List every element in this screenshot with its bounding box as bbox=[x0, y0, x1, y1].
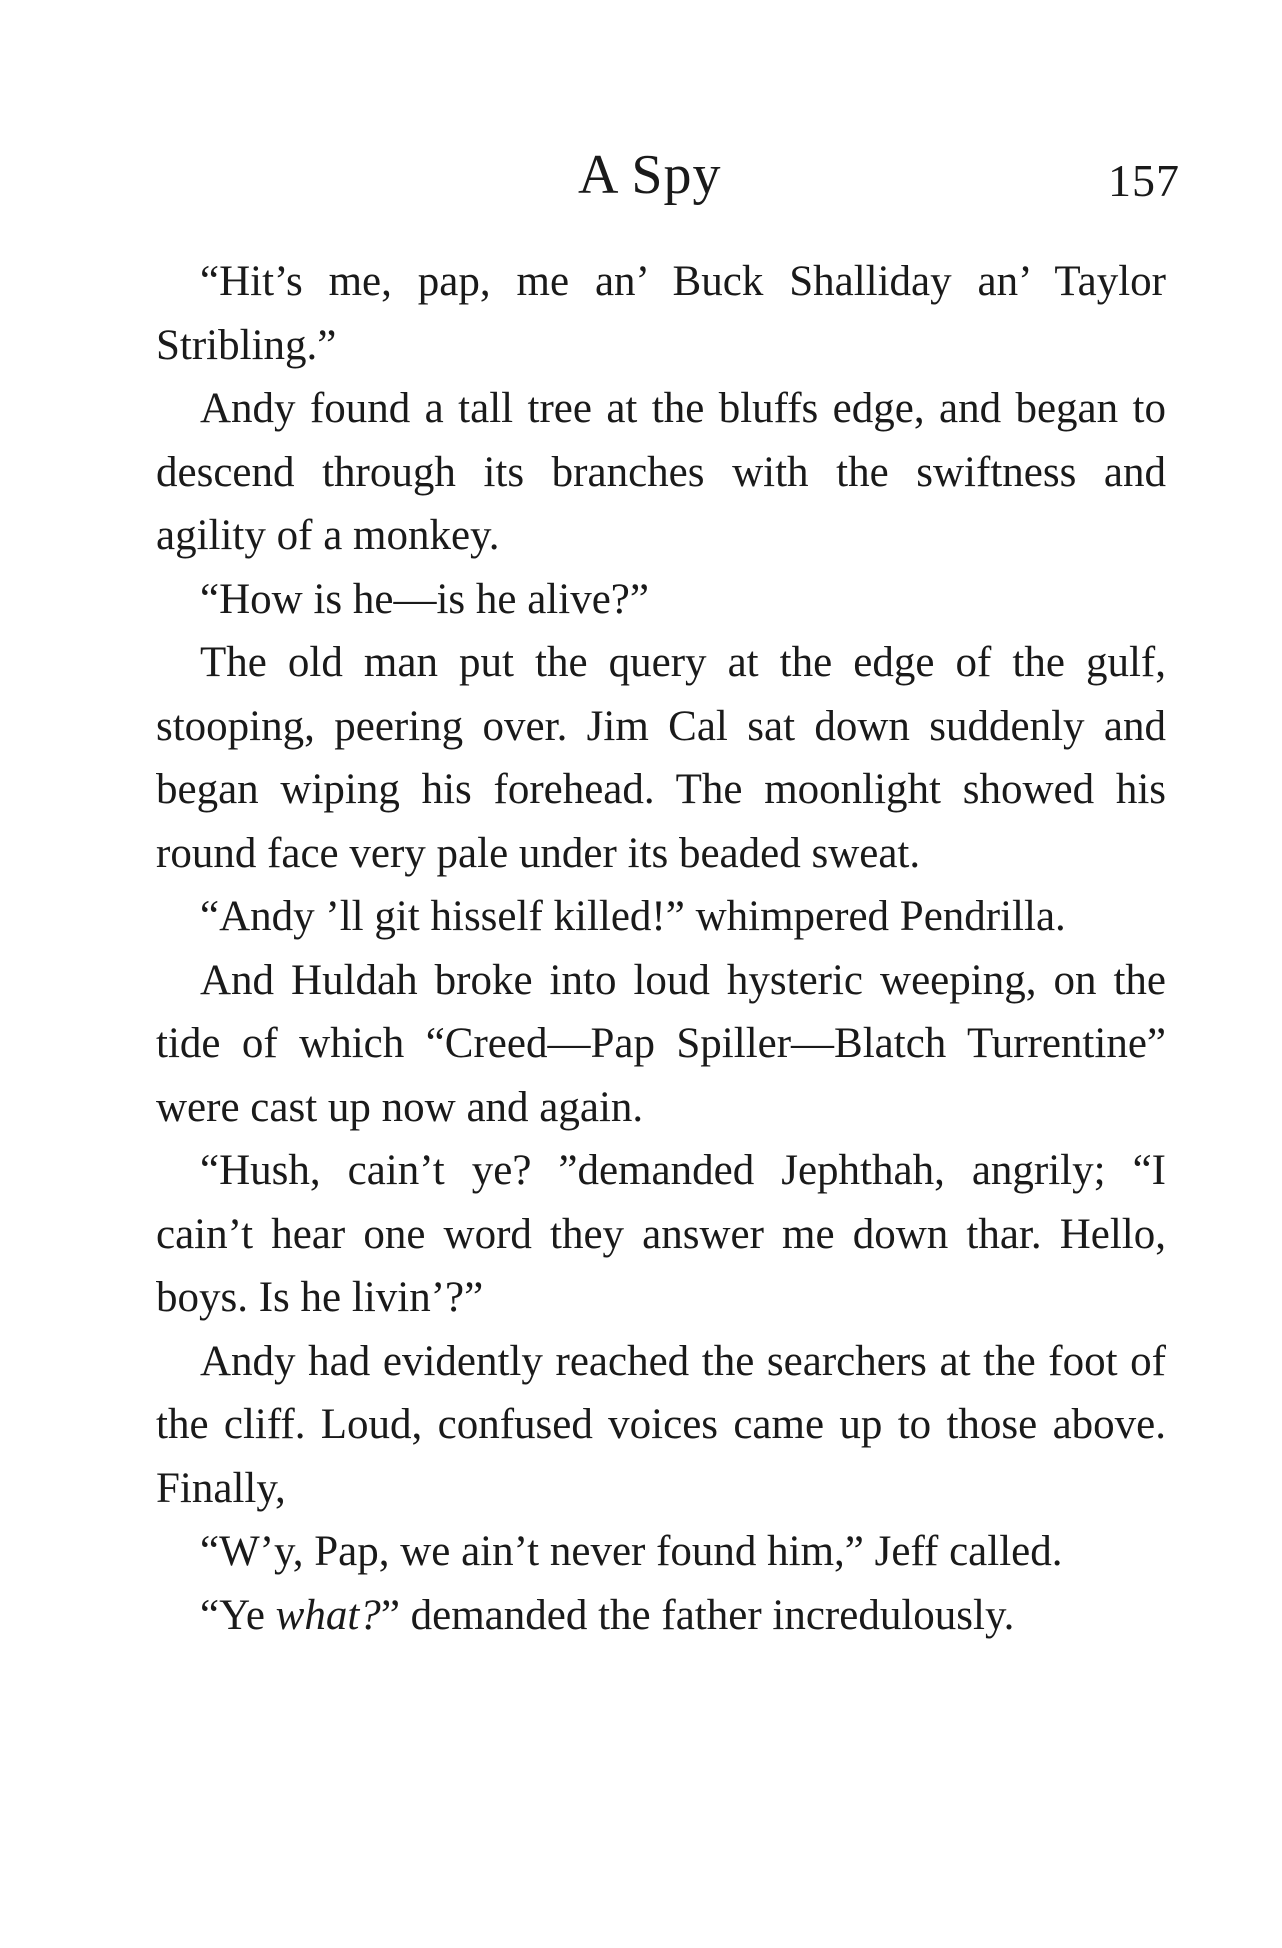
paragraph-last bbox=[156, 1584, 1166, 1648]
paragraph-text: ” demanded the father incredulously. bbox=[380, 1591, 1015, 1639]
paragraph: And Huldah broke into loud hysteric weeping, on the tide of which “Creed—Pap Spiller—Blatch Turrentine” were cast up now and again. bbox=[156, 956, 1166, 1131]
running-title: A Spy bbox=[578, 144, 722, 206]
paragraph: “Andy ’ll git hisself killed!” whimpered Pendrilla. bbox=[200, 893, 1066, 940]
paragraph: Andy found a tall tree at the bluffs edge, and began to descend through its branches with the swiftness and agility of a monkey. bbox=[156, 385, 1166, 559]
page-number: 157 bbox=[1108, 155, 1180, 206]
paragraph-text: “Ye bbox=[200, 1591, 276, 1639]
paragraph: Andy had evidently reached the searchers at the foot of the cliff. Loud, confused voices came up to those above. Finally, bbox=[156, 1337, 1166, 1512]
paragraph: “Hush, cain’t ye? ”demanded Jephthah, angrily; “I cain’t hear one word they answer me down thar. Hello, boys. Is he livin’?” bbox=[156, 1147, 1166, 1321]
body-text bbox=[156, 250, 1166, 1647]
paragraph: “W’y, Pap, we ain’t never found him,” Jeff called. bbox=[200, 1528, 1063, 1575]
running-head bbox=[0, 140, 1282, 210]
italic-word: what? bbox=[275, 1591, 381, 1639]
paragraph: “How is he—is he alive?” bbox=[200, 575, 649, 623]
paragraph: The old man put the query at the edge of the gulf, stooping, peering over. Jim Cal sat down suddenly and began wiping his forehead. The moonlight showed his round face very pale under its beaded sweat. bbox=[156, 639, 1166, 877]
paragraph: “Hit’s me, pap, me an’ Buck Shalliday an’ Taylor Stribling.” bbox=[156, 258, 1166, 369]
